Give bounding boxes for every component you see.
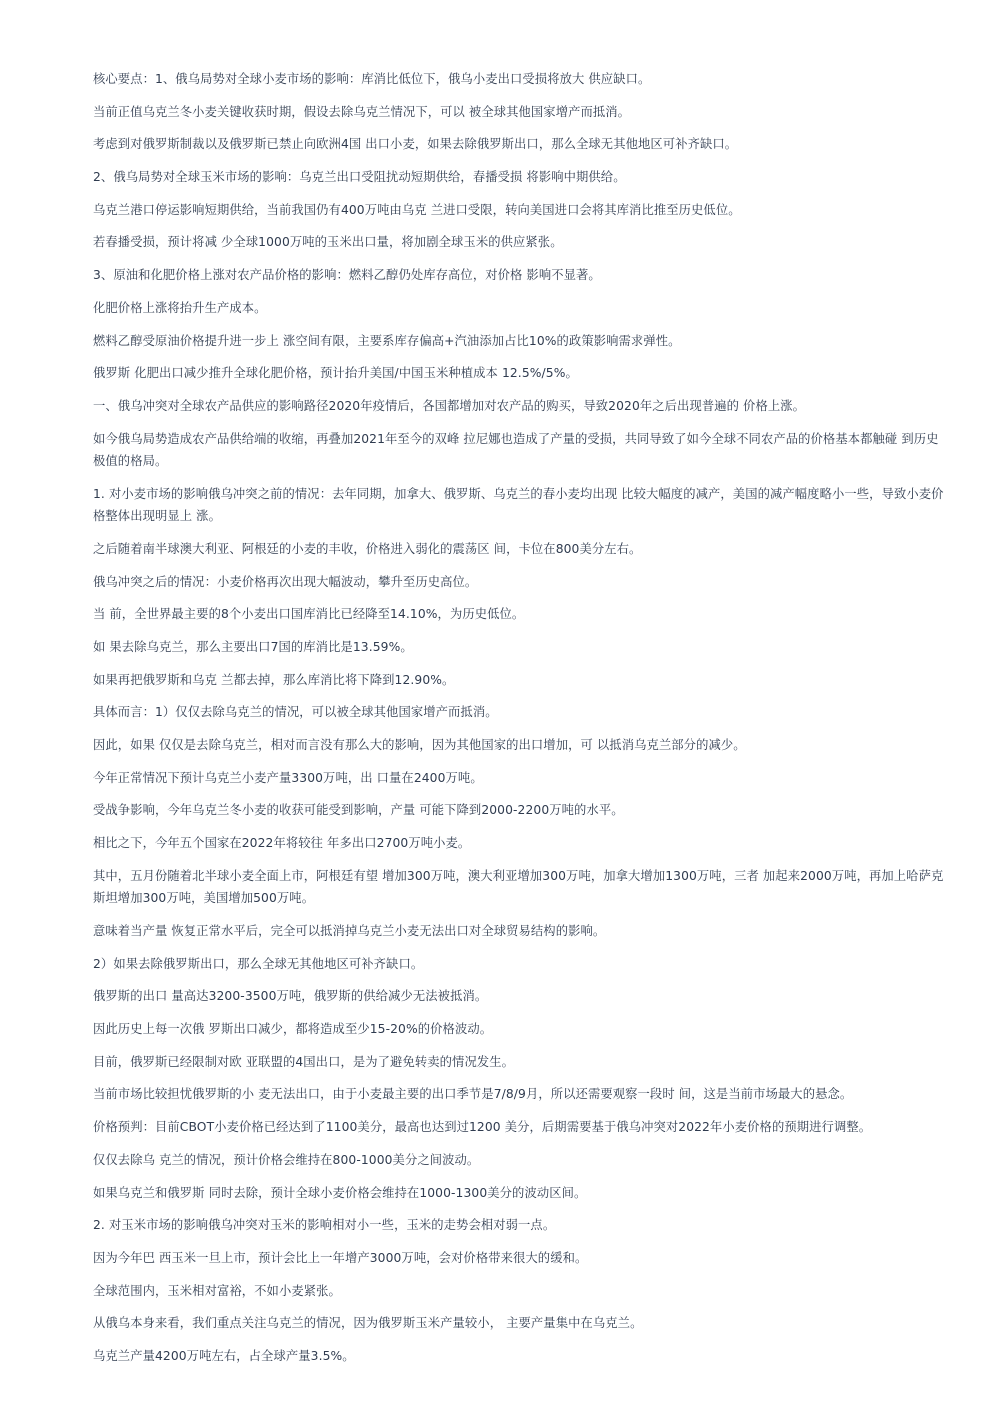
paragraph: 目前，俄罗斯已经限制对欧 亚联盟的4国出口，是为了避免转卖的情况发生。 — [93, 1054, 515, 1069]
paragraph: 意味着当产量 恢复正常水平后，完全可以抵消掉乌克兰小麦无法出口对全球贸易结构的影响。 — [93, 924, 606, 938]
paragraph: 2. 对玉米市场的影响俄乌冲突对玉米的影响相对小一些，玉米的走势会相对弱一点。 — [93, 1218, 556, 1233]
paragraph: 如果乌克兰和俄罗斯 同时去除，预计全球小麦价格会维持在1000-1300美分的波动区间。 — [93, 1185, 587, 1200]
paragraph: 具体而言：1）仅仅去除乌克兰的情况，可以被全球其他国家增产而抵消。 — [93, 705, 498, 720]
paragraph: 乌克兰港口停运影响短期供给，当前我国仍有400万吨由乌克 兰进口受限，转向美国进口会将其库消比推至历史低位。 — [93, 202, 741, 217]
paragraph: 从俄乌本身来看，我们重点关注乌克兰的情况，因为俄罗斯玉米产量较小， 主要产量集中在乌克兰。 — [93, 1316, 643, 1331]
paragraph: 2）如果去除俄罗斯出口，那么全球无其他地区可补齐缺口。 — [93, 956, 424, 971]
document-page — [93, 68, 945, 1378]
paragraph: 若春播受损，预计将减 少全球1000万吨的玉米出口量，将加剧全球玉米的供应紧张。 — [93, 235, 563, 250]
paragraph: 全球范围内，玉米相对富裕，不如小麦紧张。 — [93, 1283, 341, 1298]
paragraph: 化肥价格上涨将抬升生产成本。 — [93, 300, 267, 315]
paragraph: 今年正常情况下预计乌克兰小麦产量3300万吨，出 口量在2400万吨。 — [93, 770, 483, 785]
paragraph: 如今俄乌局势造成农产品供给端的收缩，再叠加2021年至今的双峰 拉尼娜也造成了产量的受损，共同导致了如今全球不同农产品的价格基本都触碰 到历史极值的格局。 — [93, 431, 939, 469]
paragraph: 相比之下，今年五个国家在2022年将较往 年多出口2700万吨小麦。 — [93, 836, 471, 851]
paragraph: 核心要点：1、俄乌局势对全球小麦市场的影响：库消比低位下，俄乌小麦出口受损将放大 供应缺口。 — [93, 72, 651, 86]
paragraph: 当 前，全世界最主要的8个小麦出口国库消比已经降至14.10%，为历史低位。 — [93, 607, 525, 622]
paragraph: 之后随着南半球澳大利亚、阿根廷的小麦的丰收，价格进入弱化的震荡区 间，卡位在800美分左右。 — [93, 541, 642, 556]
paragraph: 因为今年巴 西玉米一旦上市，预计会比上一年增产3000万吨，会对价格带来很大的缓和。 — [93, 1250, 588, 1265]
paragraph: 考虑到对俄罗斯制裁以及俄罗斯已禁止向欧洲4国 出口小麦，如果去除俄罗斯出口，那么全球无其他地区可补齐缺口。 — [93, 137, 738, 152]
paragraph: 2、俄乌局势对全球玉米市场的影响：乌克兰出口受阻扰动短期供给，春播受损 将影响中期供给。 — [93, 170, 626, 185]
paragraph: 如 果去除乌克兰，那么主要出口7国的库消比是13.59%。 — [93, 640, 413, 654]
paragraph: 燃料乙醇受原油价格提升进一步上 涨空间有限，主要系库存偏高+汽油添加占比10%的政策影响需求弹性。 — [93, 333, 681, 348]
paragraph: 因此历史上每一次俄 罗斯出口减少，都将造成至少15-20%的价格波动。 — [93, 1022, 493, 1037]
paragraph: 如果再把俄罗斯和乌克 兰都去掉，那么库消比将下降到12.90%。 — [93, 672, 455, 687]
paragraph: 俄罗斯的出口 量高达3200-3500万吨，俄罗斯的供给减少无法被抵消。 — [93, 989, 488, 1004]
paragraph: 当前市场比较担忧俄罗斯的小 麦无法出口，由于小麦最主要的出口季节是7/8/9月，所以还需要观察一段时 间，这是当前市场最大的悬念。 — [93, 1087, 853, 1102]
paragraph: 价格预判：目前CBOT小麦价格已经达到了1100美分，最高也达到过1200 美分，后期需要基于俄乌冲突对2022年小麦价格的预期进行调整。 — [93, 1120, 872, 1135]
paragraph: 一、俄乌冲突对全球农产品供应的影响路径2020年疫情后，各国都增加对农产品的购买，导致2020年之后出现普遍的 价格上涨。 — [93, 398, 806, 413]
paragraph: 当前正值乌克兰冬小麦关键收获时期，假设去除乌克兰情况下，可以 被全球其他国家增产而抵消。 — [93, 104, 631, 119]
paragraph: 其中，五月份随着北半球小麦全面上市，阿根廷有望 增加300万吨，澳大利亚增加300万吨，加拿大增加1300万吨，三者 加起来2000万吨，再加上哈萨克斯坦增加300万吨，美国增加500万吨。 — [93, 868, 944, 906]
paragraph: 1. 对小麦市场的影响俄乌冲突之前的情况：去年同期，加拿大、俄罗斯、乌克兰的春小麦均出现 比较大幅度的减产，美国的减产幅度略小一些，导致小麦价格整体出现明显上 涨。 — [93, 486, 944, 524]
paragraph: 仅仅去除乌 克兰的情况，预计价格会维持在800-1000美分之间波动。 — [93, 1152, 480, 1167]
paragraph: 俄罗斯 化肥出口减少推升全球化肥价格，预计抬升美国/中国玉米种植成本 12.5%/5%。 — [93, 366, 578, 381]
paragraph: 乌克兰产量4200万吨左右，占全球产量3.5%。 — [93, 1348, 355, 1363]
paragraph: 因此，如果 仅仅是去除乌克兰，相对而言没有那么大的影响，因为其他国家的出口增加，可 以抵消乌克兰部分的减少。 — [93, 738, 746, 753]
paragraph: 受战争影响，今年乌克兰冬小麦的收获可能受到影响，产量 可能下降到2000-2200万吨的水平。 — [93, 803, 624, 818]
paragraph: 3、原油和化肥价格上涨对农产品价格的影响：燃料乙醇仍处库存高位，对价格 影响不显著。 — [93, 268, 601, 283]
paragraph: 俄乌冲突之后的情况：小麦价格再次出现大幅波动，攀升至历史高位。 — [93, 574, 478, 589]
